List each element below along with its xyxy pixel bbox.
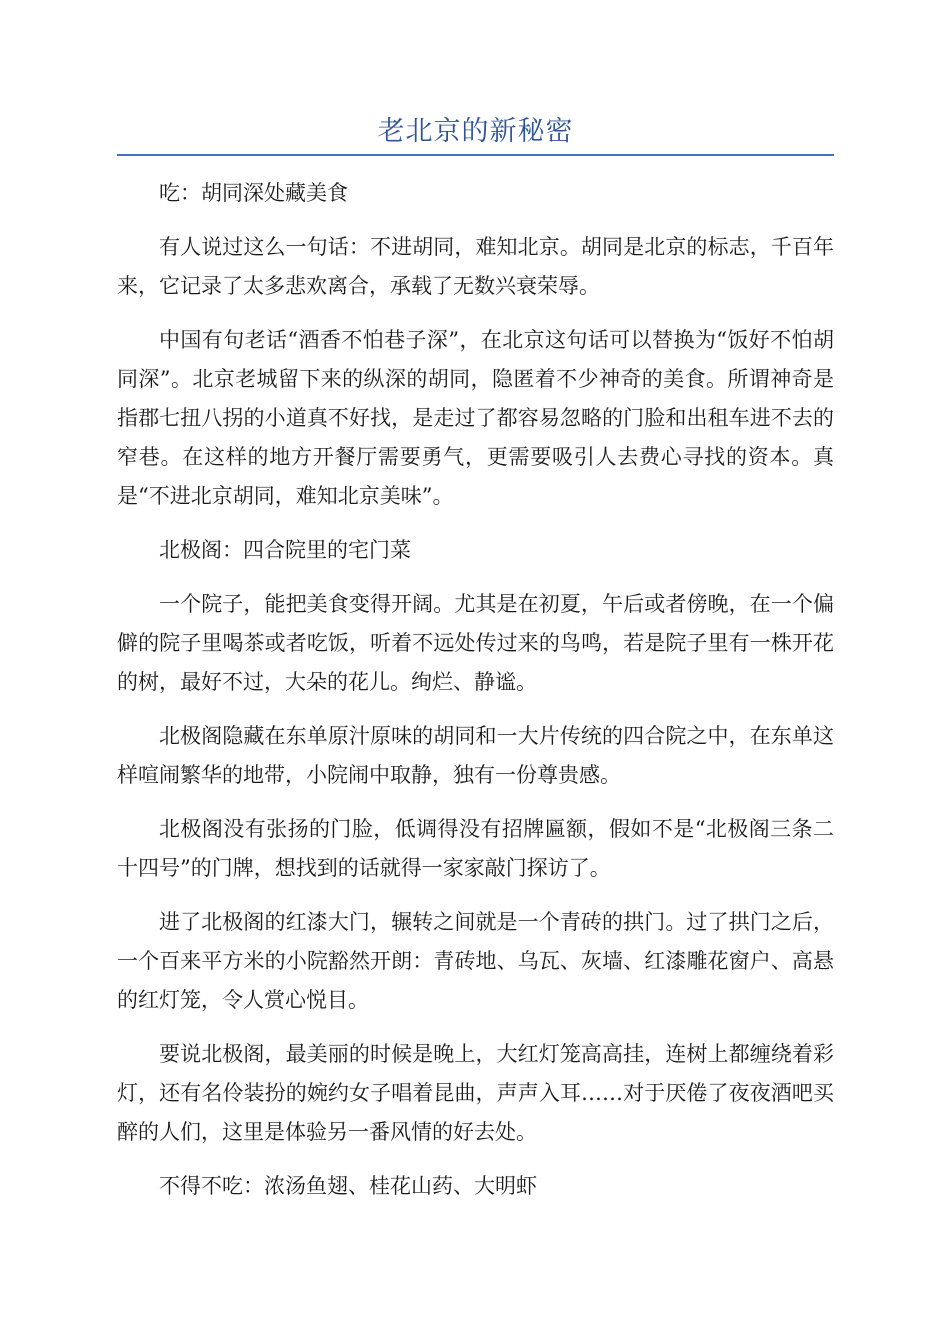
- must-eat-line: 不得不吃：浓汤鱼翅、桂花山药、大明虾: [159, 1174, 537, 1198]
- paragraph: 中国有句老话“酒香不怕巷子深”，在北京这句话可以替换为“饭好不怕胡同深”。北京老城留下来的纵深的胡同，隐匿着不少神奇的美食。所谓神奇是指郡七扭八拐的小道真不好找，是走过了都容易忽略的门脸和出租车进不去的窄巷。在这样的地方开餐厅需要勇气，更需要吸引人去费心寻找的资本。真是“不进北京胡同，难知北京美味”。: [117, 328, 834, 508]
- paragraph: 北极阁隐藏在东单原汁原味的胡同和一大片传统的四合院之中，在东单这样喧闹繁华的地带，小院闹中取静，独有一份尊贵感。: [117, 724, 834, 787]
- title-underline: [117, 154, 834, 156]
- document-body: [117, 174, 834, 1221]
- section-heading-beijige: 北极阁：四合院里的宅门菜: [159, 538, 411, 562]
- paragraph: 北极阁没有张扬的门脸，低调得没有招牌匾额，假如不是“北极阁三条二十四号”的门牌，想找到的话就得一家家敲门探访了。: [117, 817, 834, 880]
- document-title: 老北京的新秘密: [377, 116, 574, 147]
- paragraph: 有人说过这么一句话：不进胡同，难知北京。胡同是北京的标志，千百年来，它记录了太多悲欢离合，承载了无数兴衰荣辱。: [117, 235, 834, 298]
- paragraph: 进了北极阁的红漆大门，辗转之间就是一个青砖的拱门。过了拱门之后，一个百来平方米的小院豁然开朗：青砖地、乌瓦、灰墙、红漆雕花窗户、高悬的红灯笼，令人赏心悦目。: [117, 910, 834, 1012]
- paragraph: 一个院子，能把美食变得开阔。尤其是在初夏，午后或者傍晚，在一个偏僻的院子里喝茶或者吃饭，听着不远处传过来的鸟鸣，若是院子里有一株开花的树，最好不过，大朵的花儿。绚烂、静谧。: [117, 592, 834, 694]
- paragraph: 要说北极阁，最美丽的时候是晚上，大红灯笼高高挂，连树上都缠绕着彩灯，还有名伶装扮的婉约女子唱着昆曲，声声入耳……对于厌倦了夜夜酒吧买醉的人们，这里是体验另一番风情的好去处。: [117, 1042, 834, 1144]
- section-heading-food: 吃：胡同深处藏美食: [159, 181, 348, 205]
